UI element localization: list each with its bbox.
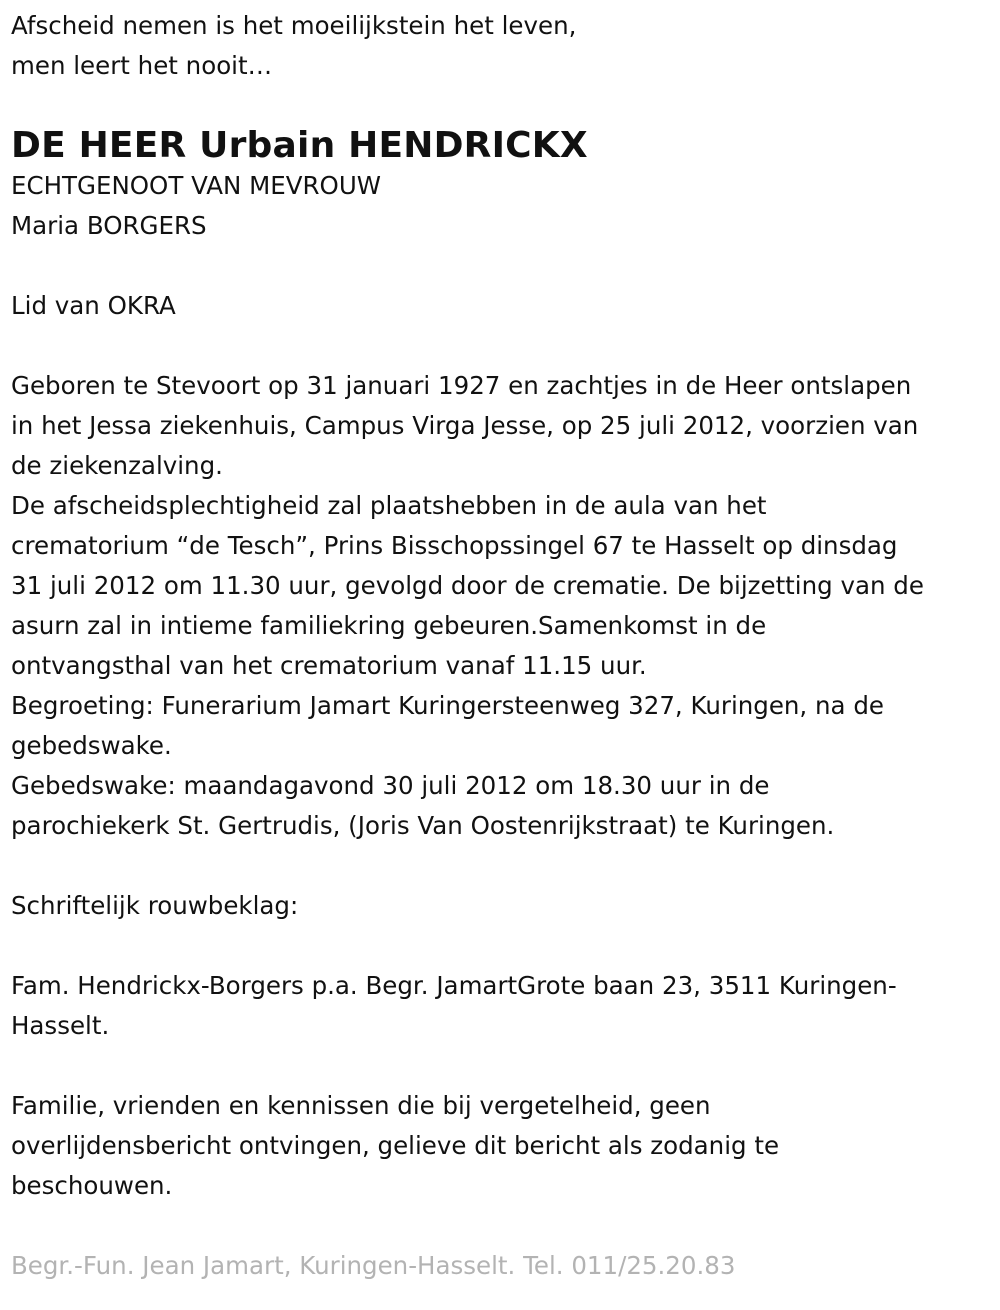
body-line: Begroeting: Funerarium Jamart Kuringersteenweg 327, Kuringen, na de	[11, 691, 884, 720]
ceremony-details	[11, 366, 991, 846]
spacer	[11, 1046, 991, 1086]
funeral-home-footer: Begr.-Fun. Jean Jamart, Kuringen-Hasselt. Tel. 011/25.20.83	[11, 1251, 736, 1280]
body-line: Gebedswake: maandagavond 30 juli 2012 om 18.30 uur in de	[11, 771, 770, 800]
intro-line: Afscheid nemen is het moeilijkstein het leven,	[11, 11, 577, 40]
intro-verse	[11, 6, 991, 86]
notice-line: overlijdensbericht ontvingen, gelieve dit bericht als zodanig te	[11, 1131, 780, 1160]
deceased-name-heading: DE HEER Urbain HENDRICKX	[11, 125, 588, 166]
spacer	[11, 926, 991, 966]
body-line: Geboren te Stevoort op 31 januari 1927 en zachtjes in de Heer ontslapen	[11, 371, 912, 400]
condolence-label: Schriftelijk rouwbeklag:	[11, 891, 299, 920]
body-line: ontvangsthal van het crematorium vanaf 11.15 uur.	[11, 651, 647, 680]
body-line: de ziekenzalving.	[11, 451, 223, 480]
body-line: De afscheidsplechtigheid zal plaatshebben in de aula van het	[11, 491, 767, 520]
spouse-name: Maria BORGERS	[11, 211, 207, 240]
notice-line: Familie, vrienden en kennissen die bij vergetelheid, geen	[11, 1091, 711, 1120]
spacer	[11, 246, 991, 286]
condolence-address	[11, 966, 991, 1046]
intro-line: men leert het nooit…	[11, 51, 273, 80]
obituary-notice	[11, 6, 991, 1286]
body-line: in het Jessa ziekenhuis, Campus Virga Jesse, op 25 juli 2012, voorzien van	[11, 411, 919, 440]
address-line: Fam. Hendrickx-Borgers p.a. Begr. JamartGrote baan 23, 3511 Kuringen-	[11, 971, 897, 1000]
spouse-info	[11, 166, 991, 246]
notice-paragraph	[11, 1086, 991, 1206]
spacer	[11, 86, 991, 126]
body-line: gebedswake.	[11, 731, 172, 760]
body-line: 31 juli 2012 om 11.30 uur, gevolgd door de crematie. De bijzetting van de	[11, 571, 924, 600]
body-line: parochiekerk St. Gertrudis, (Joris Van Oostenrijkstraat) te Kuringen.	[11, 811, 835, 840]
spouse-line: ECHTGENOOT VAN MEVROUW	[11, 171, 382, 200]
body-line: crematorium “de Tesch”, Prins Bisschopssingel 67 te Hasselt op dinsdag	[11, 531, 898, 560]
body-line: asurn zal in intieme familiekring gebeuren.Samenkomst in de	[11, 611, 767, 640]
spacer	[11, 846, 991, 886]
notice-line: beschouwen.	[11, 1171, 173, 1200]
spacer	[11, 1206, 991, 1246]
membership-line: Lid van OKRA	[11, 291, 176, 320]
spacer	[11, 326, 991, 366]
address-line: Hasselt.	[11, 1011, 110, 1040]
